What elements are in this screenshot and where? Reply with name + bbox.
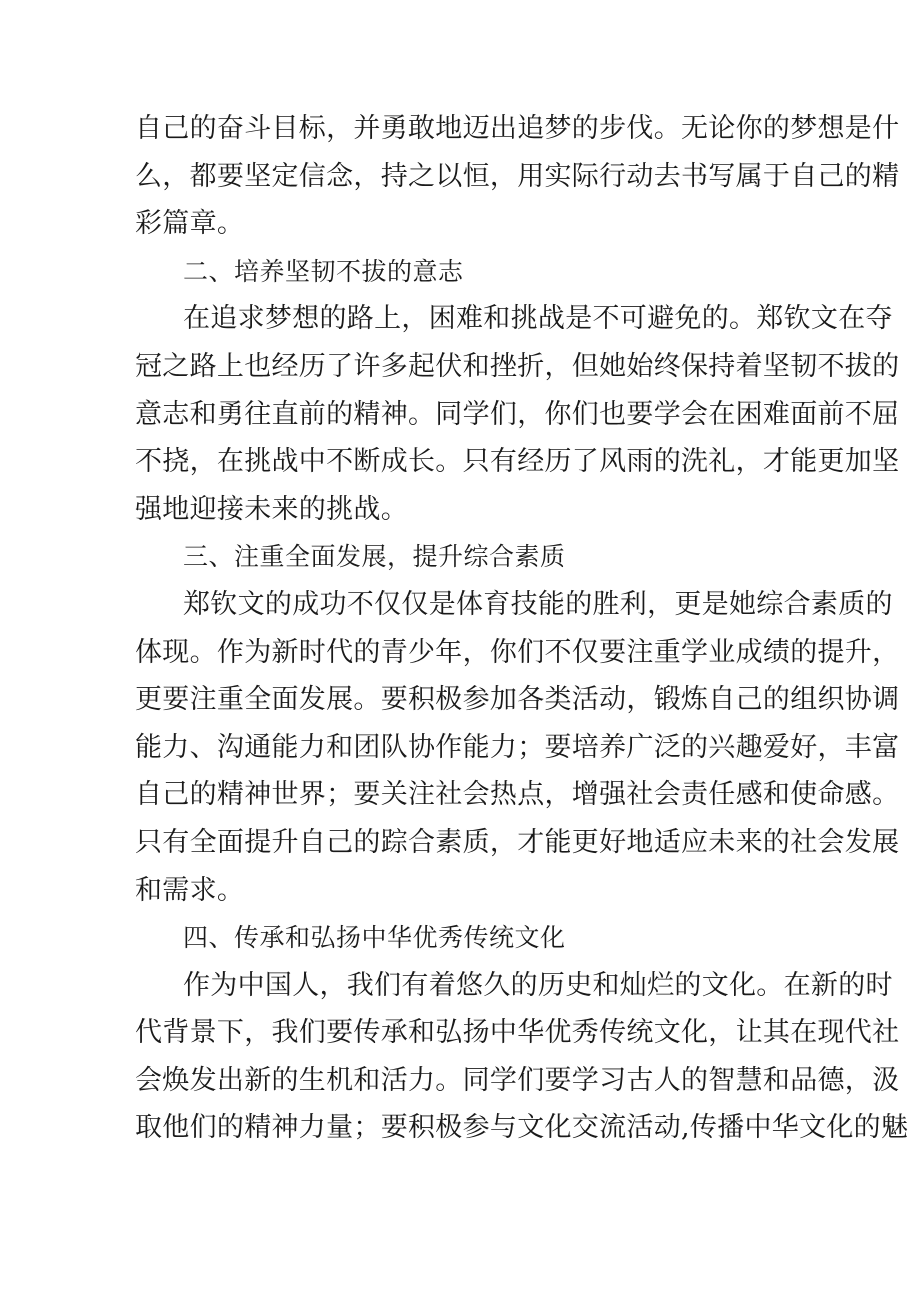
paragraph-line: 么，都要坚定信念，持之以恒，用实际行动去书写属于自己的精: [135, 160, 900, 192]
paragraph-line: 意志和勇往直前的精神。同学们，你们也要学会在困难面前不屈: [135, 398, 900, 430]
paragraph-line: 取他们的精神力量；要积极参与文化交流活动,传播中华文化的魅: [135, 1112, 909, 1144]
paragraph-line: 会焕发出新的生机和活力。同学们要学习古人的智慧和品德，汲: [135, 1064, 900, 1096]
paragraph-line: 自己的精神世界；要关注社会热点，增强社会责任感和使命感。: [135, 779, 900, 811]
paragraph-line: 冠之路上也经历了许多起伏和挫折，但她始终保持着坚韧不拔的: [135, 350, 900, 382]
paragraph-line: 和需求。: [135, 874, 245, 906]
paragraph-line: 在追求梦想的路上，困难和挑战是不可避免的。郑钦文在夺: [183, 303, 893, 335]
document-body: [135, 105, 909, 1152]
paragraph-line: 作为中国人，我们有着悠久的历史和灿烂的文化。在新的时: [183, 969, 893, 1001]
paragraph-line: 彩篇章。: [135, 208, 245, 240]
paragraph-line: 郑钦文的成功不仅仅是体育技能的胜利，更是她综合素质的: [183, 588, 893, 620]
paragraph-line: 体现。作为新时代的青少年，你们不仅要注重学业成绩的提升，: [135, 636, 900, 668]
paragraph-line: 强地迎接未来的挑战。: [135, 493, 408, 525]
paragraph-line: 只有全面提升自己的踪合素质，才能更好地适应未来的社会发展: [135, 826, 900, 858]
section-heading: 二、培养坚韧不拔的意志: [183, 256, 464, 286]
section-heading: 三、注重全面发展，提升综合素质: [183, 542, 566, 572]
paragraph-line: 不挠，在挑战中不断成长。只有经历了风雨的洗礼，才能更加坚: [135, 446, 900, 478]
paragraph-line: 更要注重全面发展。要积极参加各类活动，锻炼自己的组织协调: [135, 684, 900, 716]
section-heading: 四、传承和弘扬中华优秀传统文化: [183, 923, 566, 953]
paragraph-line: 自己的奋斗目标，并勇敢地迈出追梦的步伐。无论你的梦想是什: [135, 113, 900, 144]
paragraph-line: 代背景下，我们要传承和弘扬中华优秀传统文化，让其在现代社: [135, 1017, 900, 1049]
paragraph-line: 能力、沟通能力和团队协作能力；要培养广泛的兴趣爱好，丰富: [135, 731, 900, 763]
